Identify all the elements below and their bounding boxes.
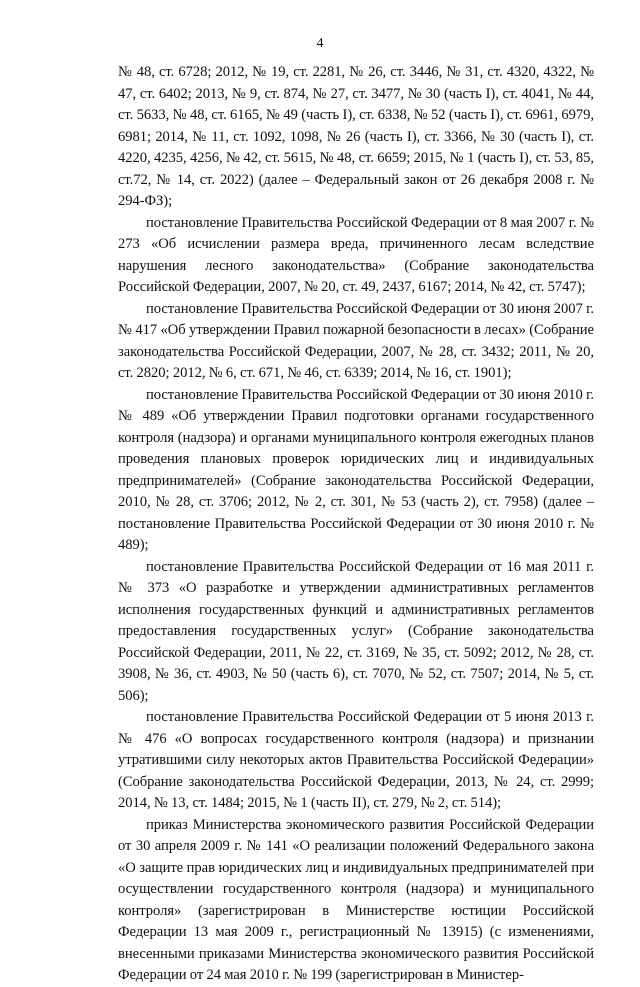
document-body	[118, 62, 594, 987]
paragraph-federal-law-294-sources: № 48, ст. 6728; 2012, № 19, ст. 2281, № 26, ст. 3446, № 31, ст. 4320, 4322, № 47, ст. 6402; 2013, № 9, ст. 874, № 27, ст. 3477, № 30 (часть I), ст. 4041, № 44, ст. 5633, № 48, ст. 6165, № 49 (часть I), ст. 6338, № 52 (часть I), ст. 6961, 6979, 6981; 2014, № 11, ст. 1092, 1098, № 26 (часть I), ст. 3366, № 30 (часть I), ст. 4220, 4235, 4256, № 42, ст. 5615, № 48, ст. 6659; 2015, № 1 (часть I), ст. 53, 85, ст.72, № 14, ст. 2022) (далее – Федеральный закон от 26 декабря 2008 г. № 294-ФЗ);	[118, 64, 594, 209]
paragraph-resolution-489: постановление Правительства Российской Федерации от 30 июня 2010 г. № 489 «Об утверждении Правил подготовки органами государственного контроля (надзора) и органами муниципального контроля ежегодных планов проведения плановых проверок юридических лиц и индивидуальных предпринимателей» (Собрание законодательства Российской Федерации, 2010, № 28, ст. 3706; 2012, № 2, ст. 301, № 53 (часть 2), ст. 7958) (далее – постановление Правительства Российской Федерации от 30 июня 2010 г. № 489);	[118, 386, 594, 553]
paragraph-resolution-273: постановление Правительства Российской Федерации от 8 мая 2007 г. № 273 «Об исчислении размера вреда, причиненного лесам вследствие нарушения лесного законодательства» (Собрание законодательства Российской Федерации, 2007, № 20, ст. 49, 2437, 6167; 2014, № 42, ст. 5747);	[118, 214, 594, 295]
paragraph-resolution-417: постановление Правительства Российской Федерации от 30 июня 2007 г. № 417 «Об утверждении Правил пожарной безопасности в лесах» (Собрание законодательства Российской Федерации, 2007, № 28, ст. 3432; 2011, № 20, ст. 2820; 2012, № 6, ст. 671, № 46, ст. 6339; 2014, № 16, ст. 1901);	[118, 300, 594, 381]
paragraph-order-141: приказ Министерства экономического развития Российской Федерации от 30 апреля 2009 г. № 141 «О реализации положений Федерального закона «О защите прав юридических лиц и индивидуальных предпринимателей при осуществлении государственного контроля (надзора) и муниципального контроля» (зарегистрирован в Министерстве юстиции Российской Федерации 13 мая 2009 г., регистрационный № 13915) (с изменениями, внесенными приказами Министерства экономического развития Российской Федерации от 24 мая 2010 г. № 199 (зарегистрирован в Министер-	[118, 816, 594, 983]
paragraph-resolution-373: постановление Правительства Российской Федерации от 16 мая 2011 г. № 373 «О разработке и утверждении административных регламентов исполнения государственных функций и административных регламентов предоставления государственных услуг» (Собрание законодательства Российской Федерации, 2011, № 22, ст. 3169, № 35, ст. 5092; 2012, № 28, ст. 3908, № 36, ст. 4903, № 50 (часть 6), ст. 7070, № 52, ст. 7507; 2014, № 5, ст. 506);	[118, 558, 594, 704]
paragraph-resolution-476: постановление Правительства Российской Федерации от 5 июня 2013 г. № 476 «О вопросах государственного контроля (надзора) и признании утратившими силу некоторых актов Правительства Российской Федерации» (Собрание законодательства Российской Федерации, 2013, № 24, ст. 2999; 2014, № 13, ст. 1484; 2015, № 1 (часть II), ст. 279, № 2, ст. 514);	[118, 709, 594, 811]
page-number: 4	[316, 36, 324, 51]
